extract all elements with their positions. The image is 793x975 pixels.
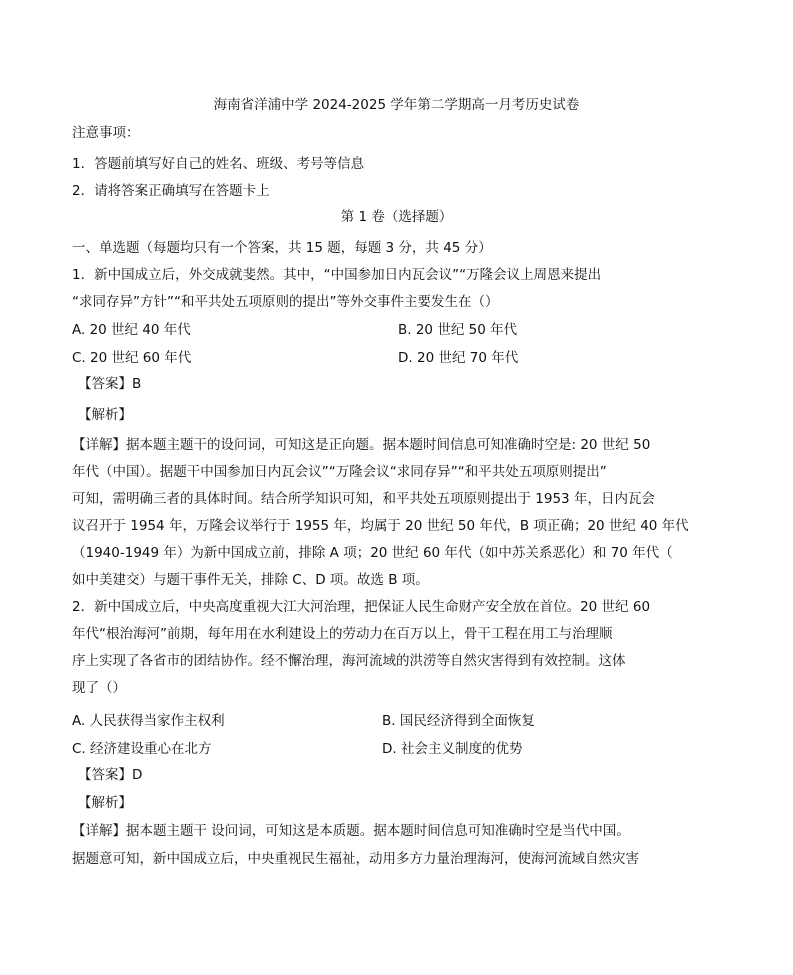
section-title: 第 1 卷（选择题） [340,209,453,225]
detail-line: 议召开于 1954 年，万隆会议举行于 1955 年，均属于 20 世纪 50 年代，B 项正确；20 世纪 40 年代 [72,518,689,534]
answer-label: 【答案】B [78,376,142,392]
question-stem-line: 年代“根治海河”前期，每年用在水利建设上的劳动力在百万以上，骨干工程在用工与治理顺 [72,626,613,642]
exam-title: 海南省洋浦中学 2024-2025 学年第二学期高一月考历史试卷 [213,97,580,113]
detail-line: 据题意可知，新中国成立后，中央重视民生福祉，动用多方力量治理海河，使海河流域自然灾害 [72,851,639,867]
part-heading: 一、单选题（每题均只有一个答案，共 15 题，每题 3 分，共 45 分） [72,240,492,256]
detail-line: 如中美建交）与题干事件无关，排除 C、D 项。故选 B 项。 [72,572,429,588]
option-d: D. 20 世纪 70 年代 [398,350,519,366]
option-b: B. 20 世纪 50 年代 [398,322,518,338]
detail-line: 年代（中国）。据题干中国参加日内瓦会议”“万隆会议“求同存异”“和平共处五项原则提出” [72,464,607,480]
option-d: D. 社会主义制度的优势 [382,741,523,757]
question-stem-line: 1．新中国成立后，外交成就斐然。其中，“中国参加日内瓦会议”“万隆会议上周恩来提出 [72,267,602,283]
question-stem-line: 序上实现了各省市的团结协作。经不懈治理，海河流域的洪涝等自然灾害得到有效控制。这体 [72,653,626,669]
option-b: B. 国民经济得到全面恢复 [382,713,535,729]
analysis-label: 【解析】 [78,795,132,811]
notice-heading: 注意事项： [72,125,140,141]
question-stem-line: 现了（） [72,680,126,696]
detail-line: 【详解】据本题主题干的设问词，可知这是正向题。据本题时间信息可知准确时空是: 20 世纪 50 [72,437,651,453]
question-stem-line: “求同存异”方针”“和平共处五项原则的提出”等外交事件主要发生在（） [72,294,499,310]
question-stem-line: 2．新中国成立后，中央高度重视大江大河治理，把保证人民生命财产安全放在首位。20 世纪 60 [72,599,651,615]
detail-line: （1940-1949 年）为新中国成立前，排除 A 项；20 世纪 60 年代（如中苏关系恶化）和 70 年代（ [72,545,673,561]
option-a: A. 20 世纪 40 年代 [72,322,191,338]
detail-line: 可知，需明确三者的具体时间。结合所学知识可知，和平共处五项原则提出于 1953 年，日内瓦会 [72,491,655,507]
analysis-label: 【解析】 [78,407,132,423]
detail-line: 【详解】据本题主题干 设问词，可知这是本质题。据本题时间信息可知准确时空是当代中国。 [72,823,630,839]
notice-item-2: 2．请将答案正确填写在答题卡上 [72,183,270,199]
notice-item-1: 1．答题前填写好自己的姓名、班级、考号等信息 [72,156,365,172]
option-c: C. 经济建设重心在北方 [72,741,212,757]
option-c: C. 20 世纪 60 年代 [72,350,192,366]
option-a: A. 人民获得当家作主权利 [72,713,225,729]
answer-label: 【答案】D [78,767,143,783]
